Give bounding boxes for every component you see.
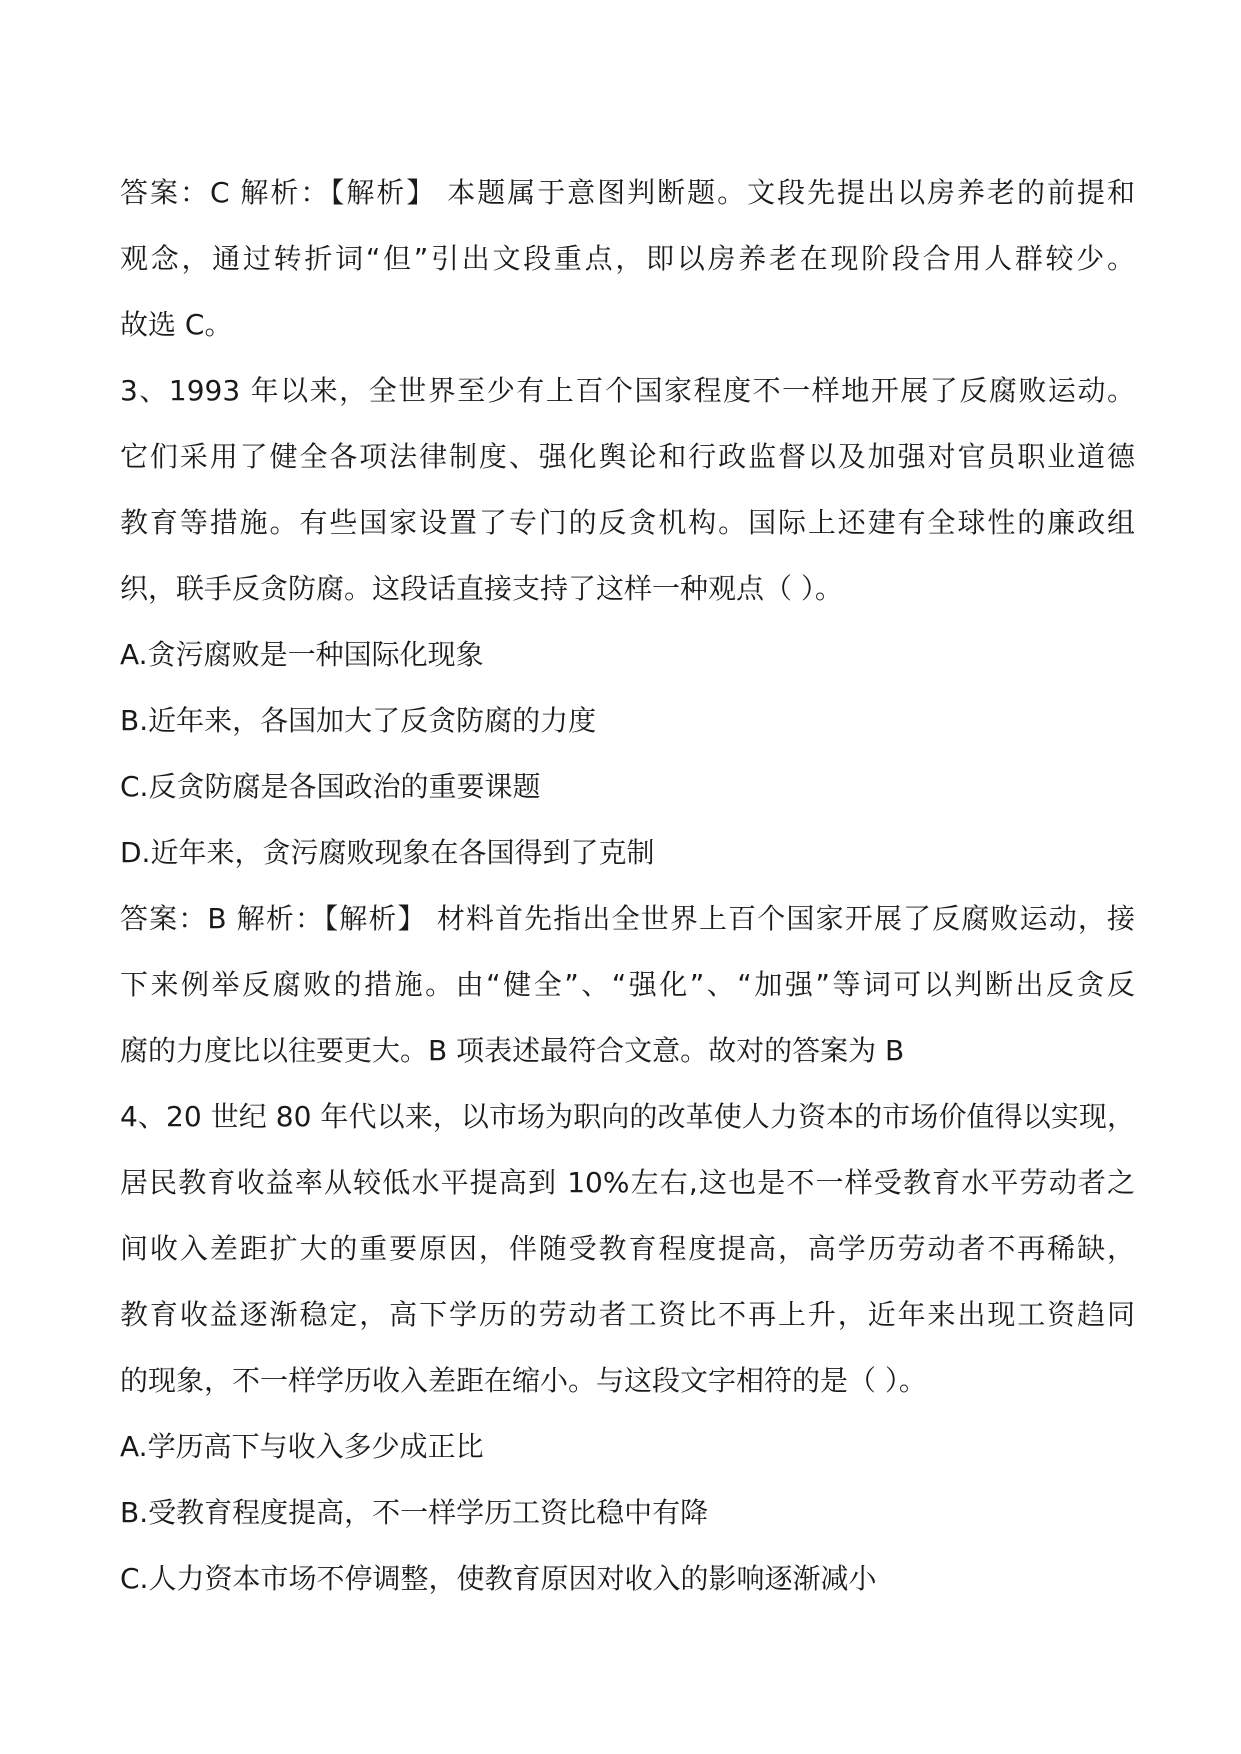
document-body [120, 160, 1135, 1612]
question-3-option-a: A.贪污腐败是一种国际化现象 [120, 638, 484, 671]
question-3-line-3: 教育等措施。有些国家设置了专门的反贪机构。国际上还建有全球性的廉政组 [120, 506, 1135, 539]
answer-3-line-2: 下来例举反腐败的措施。由“健全”、“强化”、“加强”等词可以判断出反贪反 [120, 968, 1135, 1001]
question-4-option-b: B.受教育程度提高，不一样学历工资比稳中有降 [120, 1496, 709, 1529]
question-4-line-3: 间收入差距扩大的重要原因，伴随受教育程度提高，高学历劳动者不再稀缺， [120, 1232, 1135, 1265]
answer-2-line-2: 观念，通过转折词“但”引出文段重点，即以房养老在现阶段合用人群较少。 [120, 242, 1135, 275]
question-3-line-4: 织，联手反贪防腐。这段话直接支持了这样一种观点（ ）。 [120, 572, 843, 605]
question-3-line-1: 3、1993 年以来，全世界至少有上百个国家程度不一样地开展了反腐败运动。 [120, 374, 1135, 407]
question-3-option-b: B.近年来，各国加大了反贪防腐的力度 [120, 704, 597, 737]
question-3-line-2: 它们采用了健全各项法律制度、强化舆论和行政监督以及加强对官员职业道德 [120, 440, 1135, 473]
answer-3-line-3: 腐的力度比以往要更大。B 项表述最符合文意。故对的答案为 B [120, 1034, 905, 1067]
question-4-line-1: 4、20 世纪 80 年代以来，以市场为职向的改革使人力资本的市场价值得以实现， [120, 1100, 1135, 1133]
question-4-line-4: 教育收益逐渐稳定，高下学历的劳动者工资比不再上升，近年来出现工资趋同 [120, 1298, 1135, 1331]
answer-2-line-3: 故选 C。 [120, 308, 233, 341]
question-3-option-c: C.反贪防腐是各国政治的重要课题 [120, 770, 541, 803]
answer-2-line-1: 答案：C 解析：【解析】 本题属于意图判断题。文段先提出以房养老的前提和 [120, 176, 1135, 209]
question-4-line-5: 的现象，不一样学历收入差距在缩小。与这段文字相符的是（ ）。 [120, 1364, 927, 1397]
answer-3-line-1: 答案：B 解析：【解析】 材料首先指出全世界上百个国家开展了反腐败运动，接 [120, 902, 1135, 935]
question-3-option-d: D.近年来，贪污腐败现象在各国得到了克制 [120, 836, 655, 869]
question-4-option-a: A.学历高下与收入多少成正比 [120, 1430, 484, 1463]
question-4-option-c: C.人力资本市场不停调整，使教育原因对收入的影响逐渐减小 [120, 1562, 877, 1595]
question-4-line-2: 居民教育收益率从较低水平提高到 10%左右,这也是不一样受教育水平劳动者之 [120, 1166, 1135, 1199]
